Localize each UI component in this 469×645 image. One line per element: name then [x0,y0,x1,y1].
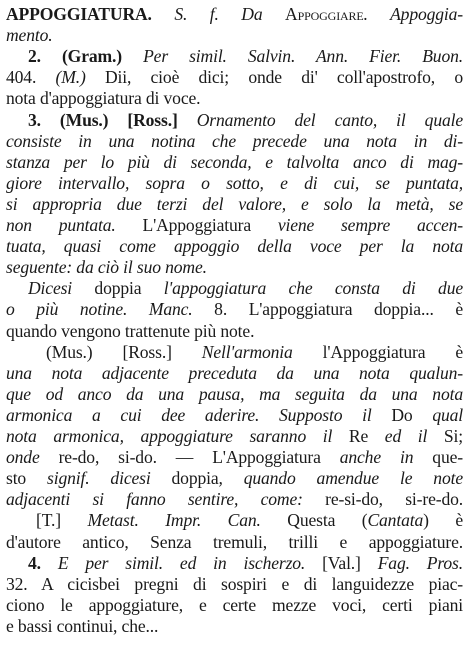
sense-3b-line-1: Dicesi doppia l'appoggiatura che consta di due [28,278,463,299]
sense-3-line-5: si appropria due terzi del valore, e solo la metà, se [6,193,463,214]
sense-3c-line-2: una nota adjacente preceduta da una nota qualun- [6,362,463,383]
sense-3-line-3: stanza per lo più di seconda, e talvolta anco di mag- [6,151,463,172]
entry-line-1: APPOGGIATURA. S. f. Da Appoggiare. Appoggia- [6,4,463,24]
sense-2-line-3: nota d'appoggiatura di voce. [6,88,201,109]
sense-4-line-3: ciono le appoggiature, e certe mezze voci, certi piani [6,594,463,615]
sense-3c-line-8: adjacenti si fanno sentire, come: re-si-do, si-re-do. [6,489,463,510]
sense-3-line-7: tuata, quasi come appoggio della voce per la nota [6,236,463,257]
sense-3c-line-7: sto signif. dicesi doppia, quando amendue le note [6,468,463,489]
sense-3d-line-2: d'autore antico, Senza tremuli, trilli e appoggiature. [6,531,463,552]
sense-2-line-1: 2. (Gram.) Per simil. Salvin. Ann. Fier. Buon. [28,46,463,67]
dictionary-entry [6,4,463,641]
sense-3c-line-3: que od anco da una pausa, ma seguita da una nota [6,383,463,404]
sense-3b-line-3: quando vengono trattenute più note. [6,320,255,341]
sense-3-line-6: non puntata. L'Appoggiatura viene sempre accen- [6,215,463,235]
sense-3c-line-1: (Mus.) [Ross.] Nell'armonia l'Appoggiatura è [46,341,463,362]
sense-3-line-2: consiste in una notina che precede una nota in di- [6,130,463,151]
headword: APPOGGIATURA. [6,4,152,24]
entry-line-2: mento. [6,25,53,46]
sense-3d-line-1: [T.] Metast. Impr. Can. Questa (Cantata) è [36,510,463,531]
sense-2-line-2: 404. (M.) Dii, cioè dici; onde di' coll'apostrofo, o [6,67,463,88]
sense-3c-line-5: nota armonica, appoggiature saranno il Re ed il Si; [6,426,463,446]
sense-3-line-4: giore intervallo, sopra o sotto, e di cui, se puntata, [6,172,463,193]
sense-4-line-4: e bassi continui, che... [6,615,159,636]
sense-3-line-1: 3. (Mus.) [Ross.] Ornamento del canto, il quale [28,109,463,130]
sense-3c-line-6: onde re-do, si-do. — L'Appoggiatura anche in que- [6,447,463,468]
sense-4-line-1: 4. E per simil. ed in ischerzo. [Val.] Fag. Pros. [28,552,463,573]
sense-3c-line-4: armonica a cui dee aderire. Supposto il Do qual [6,404,463,425]
sense-4-line-2: 32. A cicisbei pregni di sospiri e di languidezze piac- [6,573,463,594]
sense-3-line-8: seguente: da ciò il suo nome. [6,257,207,278]
sense-3b-line-2: o più notine. Manc. 8. L'appoggiatura doppia... è [6,299,463,320]
